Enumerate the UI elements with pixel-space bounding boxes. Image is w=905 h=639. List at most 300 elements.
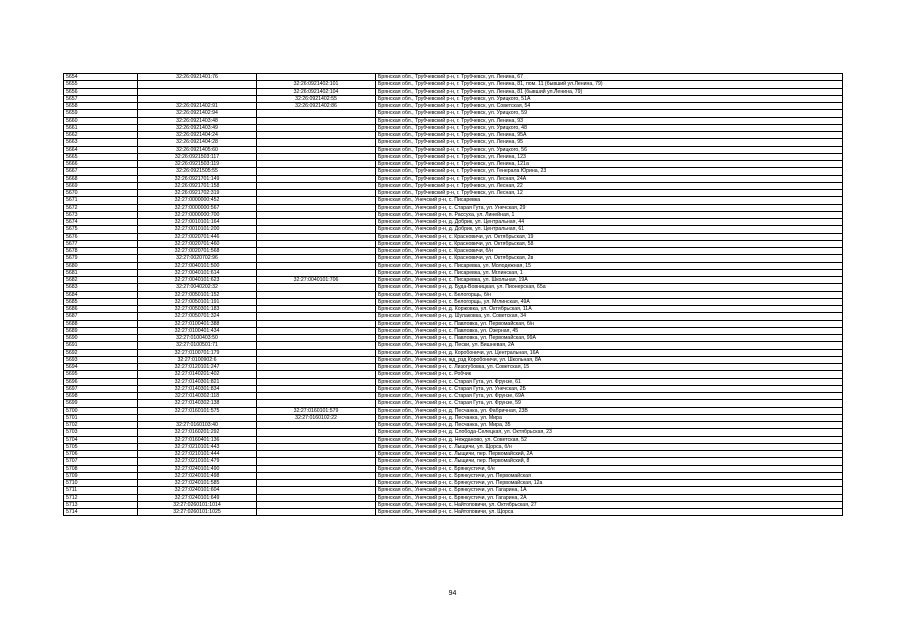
primary-cadastral-number-cell: 32:26:0921402:94 [138,110,257,117]
row-number-cell: 5662 [64,132,138,139]
primary-cadastral-number-cell: 32:27:0260101:1025 [138,509,257,516]
secondary-cadastral-number-cell [257,501,376,508]
row-number-cell: 5710 [64,480,138,487]
secondary-cadastral-number-cell [257,124,376,131]
row-number-cell: 5676 [64,233,138,240]
secondary-cadastral-number-cell [257,335,376,342]
table-row [64,146,843,153]
address-cell: Брянская обл., Унечский р-н, с. Брянкустичи, ул. Первомайская [376,472,843,479]
table-row [64,371,843,378]
row-number-cell: 5671 [64,197,138,204]
table-row [64,342,843,349]
address-cell: Брянская обл., Унечский р-н, д. Пески, ул. Вишневая, 2А [376,342,843,349]
primary-cadastral-number-cell: 32:27:0020701:568 [138,248,257,255]
table-row [64,255,843,262]
address-cell: Брянская обл., Унечский р-н, с. Павловка, ул. Первомайская, б/н [376,320,843,327]
primary-cadastral-number-cell [138,414,257,421]
primary-cadastral-number-cell: 32:27:0140301:821 [138,378,257,385]
primary-cadastral-number-cell: 32:27:0120101:247 [138,364,257,371]
address-cell: Брянская обл., Унечский р-н, с. Писаревка [376,197,843,204]
secondary-cadastral-number-cell [257,422,376,429]
row-number-cell: 5694 [64,364,138,371]
table-row [64,349,843,356]
table-row [64,219,843,226]
secondary-cadastral-number-cell [257,356,376,363]
secondary-cadastral-number-cell [257,132,376,139]
row-number-cell: 5700 [64,407,138,414]
table-row [64,451,843,458]
secondary-cadastral-number-cell [257,298,376,305]
table-row [64,168,843,175]
primary-cadastral-number-cell: 32:27:0210101:479 [138,458,257,465]
row-number-cell: 5673 [64,211,138,218]
row-number-cell: 5670 [64,190,138,197]
row-number-cell: 5687 [64,313,138,320]
row-number-cell: 5661 [64,124,138,131]
secondary-cadastral-number-cell [257,371,376,378]
table-row [64,335,843,342]
address-cell: Брянская обл., Трубчевский р-н, г. Трубчевск, ул. Урицкого, 59 [376,110,843,117]
secondary-cadastral-number-cell [257,465,376,472]
secondary-cadastral-number-cell [257,74,376,81]
address-cell: Брянская обл., Унечский р-н, с. Павловка, ул. Озерная, 45 [376,327,843,334]
secondary-cadastral-number-cell [257,342,376,349]
primary-cadastral-number-cell: 32:27:0160101:575 [138,407,257,414]
address-cell: Брянская обл., Унечский р-н, с. Белогорщь, б/н [376,291,843,298]
address-cell: Брянская обл., Унечский р-н, с. Брянкустичи, ул. Гагарина, 2А [376,494,843,501]
primary-cadastral-number-cell: 32:27:0000000:452 [138,197,257,204]
secondary-cadastral-number-cell [257,255,376,262]
row-number-cell: 5656 [64,88,138,95]
primary-cadastral-number-cell: 32:27:0240101:604 [138,487,257,494]
address-cell: Брянская обл., Унечский р-н, д. Песчанка, ул. Фабричная, 23В [376,407,843,414]
primary-cadastral-number-cell: 32:26:0921702:319 [138,190,257,197]
row-number-cell: 5686 [64,306,138,313]
address-cell: Брянская обл., Унечский р-н, с. Красновичи, ул. Октябрьская, 19 [376,233,843,240]
secondary-cadastral-number-cell [257,327,376,334]
address-cell: Брянская обл., Трубчевский р-н, г. Трубчевск, ул. Ленина, 95 [376,139,843,146]
row-number-cell: 5688 [64,320,138,327]
address-cell: Брянская обл., Унечский р-н, с. Лизогубовка, ул. Советская, 15 [376,364,843,371]
row-number-cell: 5708 [64,465,138,472]
secondary-cadastral-number-cell [257,219,376,226]
primary-cadastral-number-cell: 32:27:0020701:460 [138,240,257,247]
primary-cadastral-number-cell: 32:27:0040202:32 [138,284,257,291]
table-row [64,313,843,320]
row-number-cell: 5675 [64,226,138,233]
secondary-cadastral-number-cell [257,139,376,146]
table-row [64,436,843,443]
secondary-cadastral-number-cell [257,436,376,443]
secondary-cadastral-number-cell [257,190,376,197]
address-cell: Брянская обл., Трубчевский р-н, г. Трубчевск, ул. Ленина, 81 (бывший ул.Ленина, 79) [376,88,843,95]
table-row [64,458,843,465]
primary-cadastral-number-cell: 32:27:0040101:614 [138,269,257,276]
primary-cadastral-number-cell: 32:27:0140201:402 [138,371,257,378]
table-row [64,248,843,255]
address-cell: Брянская обл., Трубчевский р-н, г. Трубчевск, ул. Урицкого, 51А [376,95,843,102]
address-cell: Брянская обл., Унечский р-н, с. Красновичи, б/н [376,248,843,255]
primary-cadastral-number-cell: 32:27:0210101:443 [138,443,257,450]
address-cell: Брянская обл., Трубчевский р-н, г. Трубчевск, ул. Урицкого, 56 [376,146,843,153]
secondary-cadastral-number-cell [257,146,376,153]
primary-cadastral-number-cell: 32:27:0010101:164 [138,219,257,226]
secondary-cadastral-number-cell [257,320,376,327]
secondary-cadastral-number-cell [257,175,376,182]
primary-cadastral-number-cell: 32:27:0160201:292 [138,429,257,436]
secondary-cadastral-number-cell [257,487,376,494]
primary-cadastral-number-cell: 32:26:0921405:60 [138,146,257,153]
primary-cadastral-number-cell: 32:27:0050101:191 [138,298,257,305]
secondary-cadastral-number-cell [257,161,376,168]
address-cell: Брянская обл., Унечский р-н, с. Лыщичи, ул. Щорса, б/н [376,443,843,450]
table-row [64,81,843,88]
secondary-cadastral-number-cell [257,233,376,240]
row-number-cell: 5672 [64,204,138,211]
address-cell: Брянская обл., Унечский р-н, с. Старая Гута, ул. Унечская, 2Б [376,385,843,392]
address-cell: Брянская обл., Трубчевский р-н, г. Трубчевск, ул. Ленина, 81, пом. 11 (бывший ул.Ленина, 79) [376,81,843,88]
primary-cadastral-number-cell: 32:27:0240101:490 [138,465,257,472]
row-number-cell: 5701 [64,414,138,421]
table-row [64,175,843,182]
primary-cadastral-number-cell: 32:27:0020702:96 [138,255,257,262]
secondary-cadastral-number-cell [257,509,376,516]
address-cell: Брянская обл., Трубчевский р-н, г. Трубчевск, ул. Ленина, 123 [376,153,843,160]
table-row [64,494,843,501]
table-row [64,74,843,81]
row-number-cell: 5714 [64,509,138,516]
secondary-cadastral-number-cell [257,291,376,298]
secondary-cadastral-number-cell [257,400,376,407]
table-row [64,190,843,197]
table-row [64,182,843,189]
address-cell: Брянская обл., Трубчевский р-н, г. Трубчевск, ул. Ленина, 67 [376,74,843,81]
primary-cadastral-number-cell: 32:27:0140301:834 [138,385,257,392]
primary-cadastral-number-cell: 32:26:0921403:49 [138,124,257,131]
secondary-cadastral-number-cell [257,168,376,175]
table-row [64,487,843,494]
row-number-cell: 5677 [64,240,138,247]
table-row [64,393,843,400]
row-number-cell: 5666 [64,161,138,168]
secondary-cadastral-number-cell [257,306,376,313]
row-number-cell: 5655 [64,81,138,88]
primary-cadastral-number-cell: 32:27:0040101:623 [138,277,257,284]
primary-cadastral-number-cell: 32:27:0000000:567 [138,204,257,211]
primary-cadastral-number-cell: 32:27:0010101:200 [138,226,257,233]
row-number-cell: 5692 [64,349,138,356]
row-number-cell: 5665 [64,153,138,160]
table-row [64,240,843,247]
table-row [64,211,843,218]
primary-cadastral-number-cell: 32:27:0240101:649 [138,494,257,501]
table-row [64,327,843,334]
table-row [64,400,843,407]
table-row [64,443,843,450]
row-number-cell: 5697 [64,385,138,392]
table-row [64,153,843,160]
address-cell: Брянская обл., Трубчевский р-н, г. Трубчевск, ул. Урицкого, 48 [376,124,843,131]
primary-cadastral-number-cell: 32:27:0240101:585 [138,480,257,487]
table-row [64,422,843,429]
table-row [64,204,843,211]
primary-cadastral-number-cell: 32:27:0100701:179 [138,349,257,356]
secondary-cadastral-number-cell [257,429,376,436]
secondary-cadastral-number-cell [257,364,376,371]
table-row [64,472,843,479]
address-cell: Брянская обл., Унечский р-н, д. Шулаковка, ул. Советская, 34 [376,313,843,320]
row-number-cell: 5663 [64,139,138,146]
secondary-cadastral-number-cell [257,284,376,291]
address-cell: Брянская обл., Трубчевский р-н, г. Трубчевск, ул. Ленина, 121а [376,161,843,168]
address-cell: Брянская обл., Унечский р-н, д. Буда-Вовницкая, ул. Пионерская, 65а [376,284,843,291]
table-row [64,509,843,516]
primary-cadastral-number-cell [138,95,257,102]
primary-cadastral-number-cell: 32:27:0100501:71 [138,342,257,349]
address-cell: Брянская обл., Унечский р-н, с. Белогорщь, ул. Мглинская, 49А [376,298,843,305]
table-row [64,233,843,240]
row-number-cell: 5698 [64,393,138,400]
records-table-body [64,74,843,516]
row-number-cell: 5654 [64,74,138,81]
primary-cadastral-number-cell: 32:27:0100403:50 [138,335,257,342]
page-number: 94 [448,590,457,597]
primary-cadastral-number-cell [138,81,257,88]
row-number-cell: 5659 [64,110,138,117]
secondary-cadastral-number-cell [257,269,376,276]
address-cell: Брянская обл., Унечский р-н, жд_рзд Коробоничи, ул. Школьная, 8А [376,356,843,363]
address-cell: Брянская обл., Унечский р-н, д. Слобода-Селецкая, ул. Октябрьская, 23 [376,429,843,436]
primary-cadastral-number-cell: 32:26:0921404:24 [138,132,257,139]
row-number-cell: 5680 [64,262,138,269]
row-number-cell: 5712 [64,494,138,501]
address-cell: Брянская обл., Унечский р-н, с. Писаревка, ул. Молодежная, 15 [376,262,843,269]
row-number-cell: 5683 [64,284,138,291]
primary-cadastral-number-cell: 32:26:0921701:149 [138,175,257,182]
table-row [64,226,843,233]
primary-cadastral-number-cell: 32:27:0050301:183 [138,306,257,313]
secondary-cadastral-number-cell [257,451,376,458]
address-cell: Брянская обл., Унечский р-н, д. Песчанка, ул. Мира, 35 [376,422,843,429]
primary-cadastral-number-cell: 32:27:0100902:6 [138,356,257,363]
primary-cadastral-number-cell: 32:26:0921505:55 [138,168,257,175]
row-number-cell: 5695 [64,371,138,378]
address-cell: Брянская обл., Унечский р-н, с. Старая Гута, ул. Фрунзе, 69А [376,393,843,400]
primary-cadastral-number-cell: 32:26:0921403:48 [138,117,257,124]
table-row [64,139,843,146]
secondary-cadastral-number-cell [257,472,376,479]
address-cell: Брянская обл., Унечский р-н, д. Нежданово, ул. Советская, 52 [376,436,843,443]
secondary-cadastral-number-cell [257,240,376,247]
primary-cadastral-number-cell: 32:27:0140302:138 [138,400,257,407]
table-row [64,124,843,131]
row-number-cell: 5658 [64,103,138,110]
row-number-cell: 5691 [64,342,138,349]
primary-cadastral-number-cell: 32:26:0921404:28 [138,139,257,146]
address-cell: Брянская обл., Унечский р-н, с. Писаревка, ул. Мглинская, 1 [376,269,843,276]
address-cell: Брянская обл., Унечский р-н, д. Добрик, ул. Центральная, 44 [376,219,843,226]
primary-cadastral-number-cell: 32:27:0210101:444 [138,451,257,458]
row-number-cell: 5703 [64,429,138,436]
table-row [64,429,843,436]
row-number-cell: 5657 [64,95,138,102]
table-row [64,284,843,291]
table-row [64,501,843,508]
primary-cadastral-number-cell: 32:26:0921701:158 [138,182,257,189]
address-cell: Брянская обл., Унечский р-н, с. Брянкустичи, б/н [376,465,843,472]
primary-cadastral-number-cell: 32:27:0160401:136 [138,436,257,443]
secondary-cadastral-number-cell [257,349,376,356]
row-number-cell: 5668 [64,175,138,182]
table-row [64,277,843,284]
table-row [64,262,843,269]
address-cell: Брянская обл., Унечский р-н, п. Рассуха, ул. Линейная, 1 [376,211,843,218]
records-table [63,73,843,516]
address-cell: Брянская обл., Унечский р-н, с. Писаревка, ул. Школьная, 19А [376,277,843,284]
secondary-cadastral-number-cell [257,443,376,450]
secondary-cadastral-number-cell [257,226,376,233]
row-number-cell: 5709 [64,472,138,479]
row-number-cell: 5707 [64,458,138,465]
table-row [64,291,843,298]
address-cell: Брянская обл., Унечский р-н, с. Лыщичи, пер. Первомайский, 8 [376,458,843,465]
address-cell: Брянская обл., Унечский р-н, с. Найтоповичи, ул. Щорса [376,509,843,516]
address-cell: Брянская обл., Унечский р-н, с. Красновичи, ул. Октябрьская, 58 [376,240,843,247]
secondary-cadastral-number-cell [257,313,376,320]
secondary-cadastral-number-cell [257,393,376,400]
primary-cadastral-number-cell: 32:27:0160103:40 [138,422,257,429]
primary-cadastral-number-cell: 32:26:0921503:117 [138,153,257,160]
row-number-cell: 5679 [64,255,138,262]
primary-cadastral-number-cell: 32:27:0260101:1014 [138,501,257,508]
table-row [64,385,843,392]
address-cell: Брянская обл., Трубчевский р-н, г. Трубчевск, ул. Советская, 54 [376,103,843,110]
table-row [64,407,843,414]
secondary-cadastral-number-cell [257,211,376,218]
address-cell: Брянская обл., Трубчевский р-н, г. Трубчевск, ул. Лесная, 22 [376,182,843,189]
row-number-cell: 5682 [64,277,138,284]
table-row [64,132,843,139]
table-row [64,320,843,327]
secondary-cadastral-number-cell [257,262,376,269]
address-cell: Брянская обл., Унечский р-н, с. Брянкустичи, ул. Гагарина, 1А [376,487,843,494]
primary-cadastral-number-cell: 32:26:0921401:76 [138,74,257,81]
primary-cadastral-number-cell: 32:27:0140302:118 [138,393,257,400]
table-row [64,414,843,421]
row-number-cell: 5706 [64,451,138,458]
row-number-cell: 5660 [64,117,138,124]
address-cell: Брянская обл., Унечский р-н, с. Павловка, ул. Первомайская, 99А [376,335,843,342]
primary-cadastral-number-cell: 32:27:0100401:434 [138,327,257,334]
row-number-cell: 5711 [64,487,138,494]
table-row [64,103,843,110]
secondary-cadastral-number-cell [257,117,376,124]
row-number-cell: 5690 [64,335,138,342]
table-row [64,356,843,363]
secondary-cadastral-number-cell: 32:26:0921402:55 [257,95,376,102]
address-cell: Брянская обл., Трубчевский р-н, г. Трубчевск, ул. Ленина, 93 [376,117,843,124]
address-cell: Брянская обл., Унечский р-н, с. Лыщичи, пер. Первомайский, 2А [376,451,843,458]
primary-cadastral-number-cell: 32:27:0050701:324 [138,313,257,320]
address-cell: Брянская обл., Унечский р-н, д. Коржовка, ул. Октябрьская, 11А [376,306,843,313]
secondary-cadastral-number-cell [257,494,376,501]
table-row [64,306,843,313]
row-number-cell: 5681 [64,269,138,276]
row-number-cell: 5696 [64,378,138,385]
row-number-cell: 5674 [64,219,138,226]
row-number-cell: 5689 [64,327,138,334]
address-cell: Брянская обл., Унечский р-н, с. Старая Гута, ул. Фрунзе, 59 [376,400,843,407]
address-cell: Брянская обл., Трубчевский р-н, г. Трубчевск, ул. Лесная, 24А [376,175,843,182]
table-row [64,465,843,472]
row-number-cell: 5713 [64,501,138,508]
table-row [64,117,843,124]
secondary-cadastral-number-cell [257,378,376,385]
secondary-cadastral-number-cell: 32:26:0921402:86 [257,103,376,110]
address-cell: Брянская обл., Унечский р-н, с. Старая Гута, ул. Фрунзе, 61 [376,378,843,385]
secondary-cadastral-number-cell [257,204,376,211]
table-row [64,110,843,117]
address-cell: Брянская обл., Унечский р-н, с. Старая Гута, ул. Унечская, 29 [376,204,843,211]
table-row [64,269,843,276]
primary-cadastral-number-cell: 32:27:0100401:388 [138,320,257,327]
secondary-cadastral-number-cell: 32:26:0921402:104 [257,88,376,95]
secondary-cadastral-number-cell [257,458,376,465]
row-number-cell: 5693 [64,356,138,363]
secondary-cadastral-number-cell [257,197,376,204]
row-number-cell: 5699 [64,400,138,407]
secondary-cadastral-number-cell [257,153,376,160]
address-cell: Брянская обл., Трубчевский р-н, г. Трубчевск, ул. Генерала Юрина, 23 [376,168,843,175]
secondary-cadastral-number-cell: 32:27:0040101:706 [257,277,376,284]
row-number-cell: 5669 [64,182,138,189]
row-number-cell: 5678 [64,248,138,255]
primary-cadastral-number-cell [138,88,257,95]
table-row [64,88,843,95]
secondary-cadastral-number-cell [257,182,376,189]
primary-cadastral-number-cell: 32:27:0240101:498 [138,472,257,479]
address-cell: Брянская обл., Унечский р-н, с. Красновичи, ул. Октябрьская, 2в [376,255,843,262]
row-number-cell: 5684 [64,291,138,298]
address-cell: Брянская обл., Унечский р-н, с. Найтоповичи, ул. Октябрьская, 27 [376,501,843,508]
secondary-cadastral-number-cell: 32:26:0921402:101 [257,81,376,88]
table-row [64,480,843,487]
secondary-cadastral-number-cell [257,110,376,117]
secondary-cadastral-number-cell [257,385,376,392]
row-number-cell: 5702 [64,422,138,429]
row-number-cell: 5704 [64,436,138,443]
primary-cadastral-number-cell: 32:26:0921402:91 [138,103,257,110]
table-row [64,197,843,204]
address-cell: Брянская обл., Трубчевский р-н, г. Трубчевск, ул. Лесная, 12 [376,190,843,197]
primary-cadastral-number-cell: 32:26:0921503:119 [138,161,257,168]
row-number-cell: 5667 [64,168,138,175]
table-row [64,298,843,305]
address-cell: Брянская обл., Унечский р-н, с. Робчик [376,371,843,378]
primary-cadastral-number-cell: 32:27:0000000:700 [138,211,257,218]
primary-cadastral-number-cell: 32:27:0050101:152 [138,291,257,298]
primary-cadastral-number-cell: 32:27:0040101:500 [138,262,257,269]
secondary-cadastral-number-cell: 32:27:0160101:579 [257,407,376,414]
table-row [64,364,843,371]
row-number-cell: 5705 [64,443,138,450]
table-row [64,378,843,385]
address-cell: Брянская обл., Унечский р-н, д. Песчанка, ул. Мира [376,414,843,421]
secondary-cadastral-number-cell [257,248,376,255]
table-row [64,95,843,102]
secondary-cadastral-number-cell [257,480,376,487]
table-row [64,161,843,168]
